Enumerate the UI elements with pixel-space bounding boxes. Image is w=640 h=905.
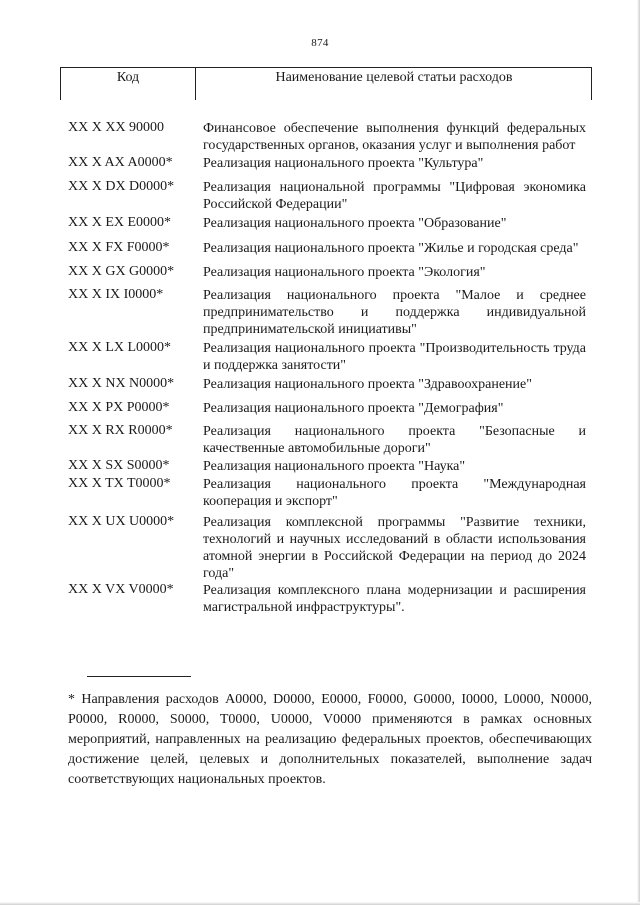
row-code: XX X NX N0000* xyxy=(68,376,175,391)
footnote-text: Направления расходов A0000, D0000, E0000, F0000, G0000, I0000, L0000, N0000, P0000, R0000, S0000, T0000, U0000, V0000 применяются в рамках основных мероприятий, направленных на реализацию федеральных проектов, обеспечивающих достижение целей, целевых и дополнительных показателей, выполнение задач соответствующих национальных проектов. xyxy=(68,692,592,787)
row-code: XX X EX E0000* xyxy=(68,215,172,230)
footnote xyxy=(68,690,592,790)
row-name: Реализация национального проекта "Здравоохранение" xyxy=(203,377,532,392)
row-name: Реализация национального проекта "Безопасные и качественные автомобильные дороги" xyxy=(203,424,586,456)
row-name: Реализация национальной программы "Цифровая экономика Российской Федерации" xyxy=(203,180,586,212)
row-name: Реализация комплексной программы "Развитие техники, технологий и научных исследований в области использования атомной энергии в Российской Федерации на период до 2024 года" xyxy=(203,515,586,581)
row-name: Реализация национального проекта "Экология" xyxy=(203,265,486,280)
row-code: XX X XX 90000 xyxy=(68,120,165,135)
row-code: XX X VX V0000* xyxy=(68,582,174,597)
row-name: Реализация национального проекта "Демография" xyxy=(203,401,504,416)
footnote-mark: * xyxy=(68,692,75,707)
row-name: Реализация национального проекта "Международная кооперация и экспорт" xyxy=(203,477,586,509)
row-name: Финансовое обеспечение выполнения функций федеральных государственных органов, оказания услуг и выполнения работ xyxy=(203,121,586,153)
row-name: Реализация национального проекта "Культура" xyxy=(203,156,484,171)
row-code: XX X TX T0000* xyxy=(68,476,171,491)
row-name: Реализация национального проекта "Наука" xyxy=(203,459,466,474)
column-header-code: Код xyxy=(116,70,140,85)
row-name: Реализация комплексного плана модернизации и расширения магистральной инфраструктуры". xyxy=(203,583,586,615)
row-name: Реализация национального проекта "Образование" xyxy=(203,216,507,231)
row-code: XX X FX F0000* xyxy=(68,240,170,255)
row-code: XX X LX L0000* xyxy=(68,340,172,355)
row-code: XX X PX P0000* xyxy=(68,400,170,415)
row-code: XX X GX G0000* xyxy=(68,264,175,279)
page-number: 874 xyxy=(311,37,329,49)
row-name: Реализация национального проекта "Жилье и городская среда" xyxy=(203,241,579,256)
table-header xyxy=(60,67,592,100)
row-name: Реализация национального проекта "Производительность труда и поддержка занятости" xyxy=(203,341,586,373)
footnote-separator xyxy=(87,676,191,677)
row-code: XX X DX D0000* xyxy=(68,179,175,194)
row-code: XX X UX U0000* xyxy=(68,514,175,529)
row-code: XX X AX A0000* xyxy=(68,155,173,170)
row-code: XX X SX S0000* xyxy=(68,458,170,473)
row-name: Реализация национального проекта "Малое и среднее предпринимательство и поддержка индивидуальной предпринимательской инициативы" xyxy=(203,288,586,337)
column-header-name: Наименование целевой статьи расходов xyxy=(275,70,513,85)
row-code: XX X RX R0000* xyxy=(68,423,173,438)
row-code: XX X IX I0000* xyxy=(68,287,164,302)
